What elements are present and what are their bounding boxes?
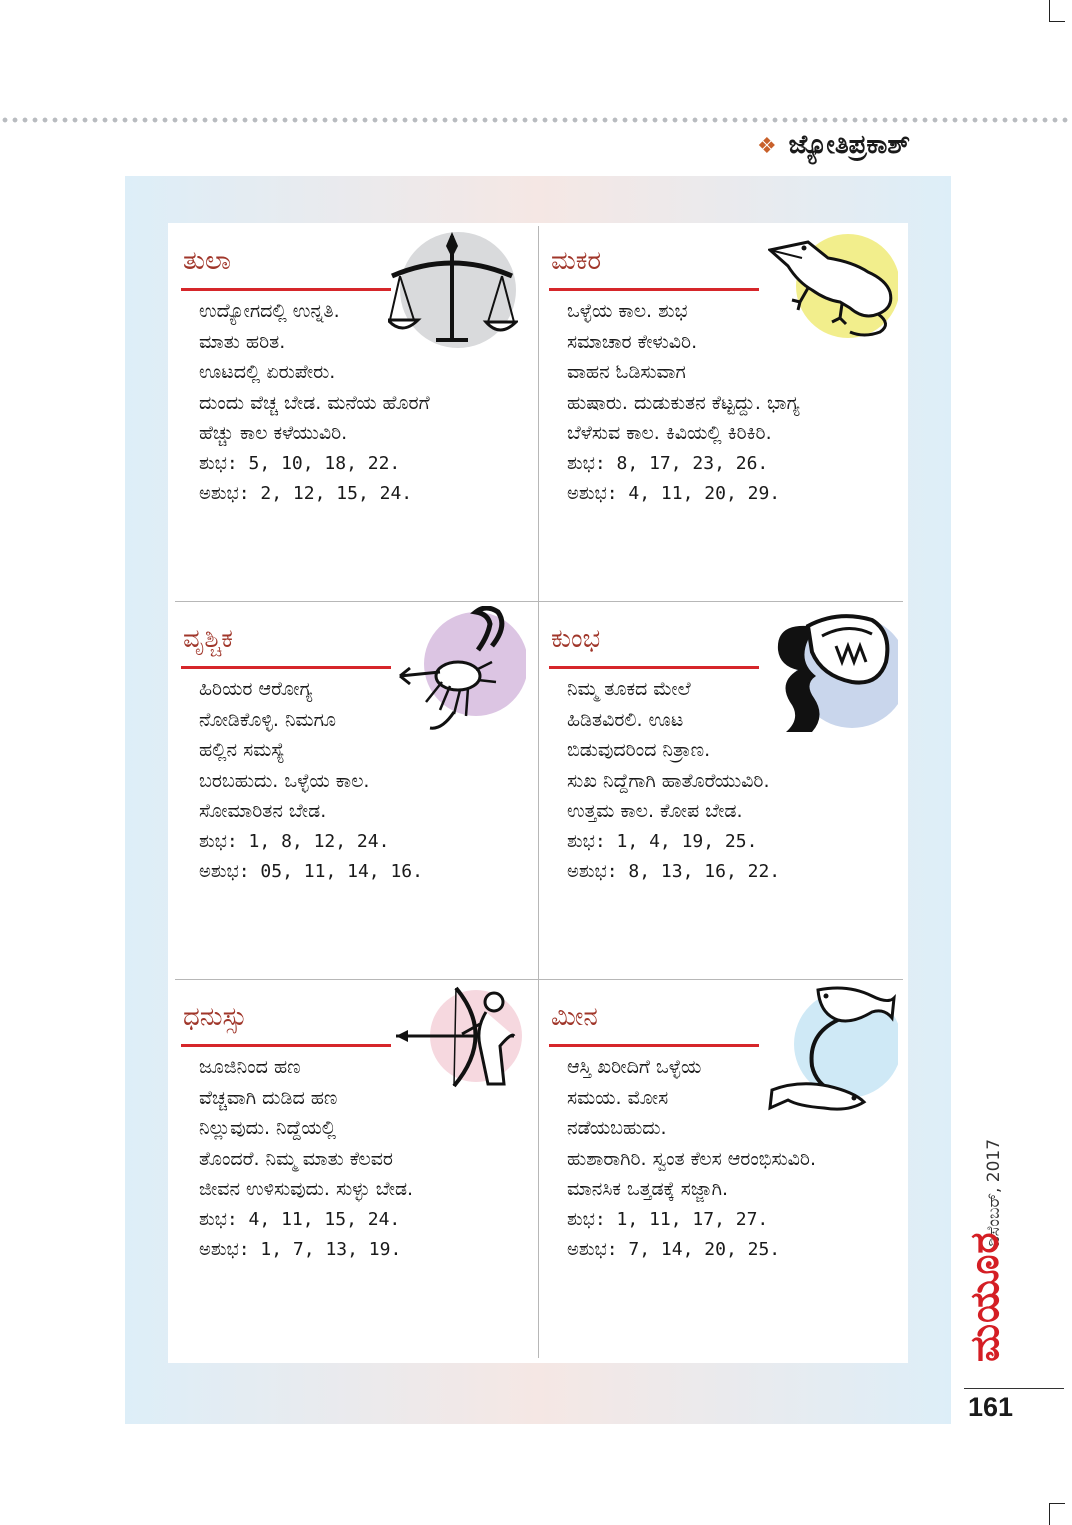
title-rule	[181, 288, 391, 291]
reading-line: ವಾಹನ ಓಡಿಸುವಾಗ	[567, 361, 686, 383]
reading-line: ನಿಮ್ಮ ತೂಕದ ಮೇಲೆ	[567, 678, 691, 700]
sign-title: ಮಕರ	[551, 246, 602, 276]
reading-line: ಜೀವನ ಉಳಿಸುವುದು. ಸುಳ್ಳು ಬೇಡ.	[199, 1178, 414, 1200]
reading-line: ಸೋಮಾರಿತನ ಬೇಡ.	[199, 800, 327, 822]
reading-line: ಹಲ್ಲಿನ ಸಮಸ್ಯೆ	[199, 739, 285, 761]
reading-line: ನಿಲ್ಲುವುದು. ನಿದ್ದೆಯಲ್ಲಿ	[199, 1117, 337, 1139]
sign-card-scorpio	[175, 606, 530, 966]
reading-line: ನೋಡಿಕೊಳ್ಳಿ. ನಿಮಗೂ	[199, 708, 336, 731]
reading-line: ಸುಖ ನಿದ್ದೆಗಾಗಿ ಹಾತೊರೆಯುವಿರಿ.	[567, 769, 770, 792]
diamond-bullet-icon: ❖	[756, 134, 777, 159]
section-title: ಜ್ಯೋತಿಪ್ರಕಾಶ್	[788, 130, 910, 160]
reading-line: ಆಸ್ತಿ ಖರೀದಿಗೆ ಒಳ್ಳೆಯ	[567, 1056, 702, 1078]
sign-title: ಕುಂಭ	[551, 624, 601, 654]
reading-line: ಹುಶಾರಾಗಿರಿ. ಸ್ವಂತ ಕೆಲಸ ಆರಂಭಿಸುವಿರಿ.	[567, 1147, 816, 1170]
reading-line: ದುಂದು ವೆಚ್ಚ ಬೇಡ. ಮನೆಯ ಹೊರಗೆ	[199, 391, 430, 414]
sign-title: ಧನುಸ್ಸು	[183, 1002, 248, 1032]
reading-line: ಸಮಯ. ಮೋಸ	[567, 1086, 669, 1109]
column-divider	[538, 226, 539, 1358]
crop-mark-top-h	[1049, 21, 1065, 22]
unlucky-dates: ಅಶುಭ: 2, 12, 15, 24.	[199, 483, 413, 504]
reading-line: ಜೂಜಿನಿಂದ ಹಣ	[199, 1056, 301, 1078]
reading-line: ಒಳ್ಳೆಯ ಕಾಲ. ಶುಭ	[567, 300, 688, 322]
page-number-rule	[964, 1388, 1064, 1389]
unlucky-dates: ಅಶುಭ: 7, 14, 20, 25.	[567, 1239, 781, 1260]
lucky-dates: ಶುಭ: 4, 11, 15, 24.	[199, 1208, 401, 1230]
sign-card-capricorn	[543, 228, 898, 588]
issue-date: ಡಿಸೆಂಬರ್, 2017	[984, 1138, 1004, 1247]
dotted-divider	[0, 117, 1072, 123]
lucky-dates: ಶುಭ: 1, 4, 19, 25.	[567, 830, 758, 852]
sign-title: ವೃಶ್ಚಿಕ	[183, 624, 233, 654]
reading-line: ಹುಷಾರು. ದುಡುಕುತನ ಕೆಟ್ಟದ್ದು. ಭಾಗ್ಯ	[567, 391, 800, 414]
reading-line: ನಡೆಯಬಹುದು.	[567, 1117, 667, 1139]
crop-mark-bottom	[1049, 1503, 1050, 1525]
title-rule	[181, 666, 391, 669]
section-heading	[757, 130, 910, 161]
row-divider-1	[175, 601, 903, 602]
sign-title: ಮೀನ	[551, 1002, 598, 1032]
unlucky-dates: ಅಶುಭ: 1, 7, 13, 19.	[199, 1239, 402, 1260]
reading-line: ಹಿರಿಯರ ಆರೋಗ್ಯ	[199, 678, 313, 700]
title-rule	[549, 288, 759, 291]
reading-line: ಬೆಳೆಸುವ ಕಾಲ. ಕಿವಿಯಲ್ಲಿ ಕಿರಿಕಿರಿ.	[567, 422, 772, 444]
sign-title: ತುಲಾ	[183, 246, 232, 276]
reading-line: ಊಟದಲ್ಲಿ ಏರುಪೇರು.	[199, 361, 336, 383]
lucky-dates: ಶುಭ: 1, 11, 17, 27.	[567, 1208, 769, 1230]
lucky-dates: ಶುಭ: 1, 8, 12, 24.	[199, 830, 390, 852]
reading-line: ಹೆಚ್ಚು ಕಾಲ ಕಳೆಯುವಿರಿ.	[199, 422, 348, 444]
sign-card-pisces	[543, 984, 898, 1344]
crop-mark-top	[1049, 0, 1050, 21]
reading-line: ಬರಬಹುದು. ಒಳ್ಳೆಯ ಕಾಲ.	[199, 769, 370, 792]
reading-line: ಮಾನಸಿಕ ಒತ್ತಡಕ್ಕೆ ಸಜ್ಜಾಗಿ.	[567, 1178, 729, 1200]
unlucky-dates: ಅಶುಭ: 05, 11, 14, 16.	[199, 861, 423, 882]
reading-line: ಉತ್ತಮ ಕಾಲ. ಕೋಪ ಬೇಡ.	[567, 800, 743, 822]
lucky-dates: ಶುಭ: 8, 17, 23, 26.	[567, 452, 769, 474]
reading-line: ತೊಂದರೆ. ನಿಮ್ಮ ಮಾತು ಕೆಲವರ	[199, 1147, 393, 1170]
reading-line: ಸಮಾಚಾರ ಕೇಳುವಿರಿ.	[567, 330, 698, 353]
reading-line: ಮಾತು ಹರಿತ.	[199, 330, 286, 353]
sign-card-aquarius	[543, 606, 898, 966]
reading-line: ಬಿಡುವುದರಿಂದ ನಿತ್ರಾಣ.	[567, 739, 711, 761]
row-divider-2	[175, 979, 903, 980]
magazine-logo: ಮಯೂರ	[962, 1231, 1008, 1362]
crop-mark-bottom-h	[1049, 1503, 1065, 1504]
unlucky-dates: ಅಶುಭ: 8, 13, 16, 22.	[567, 861, 781, 882]
lucky-dates: ಶುಭ: 5, 10, 18, 22.	[199, 452, 401, 474]
reading-line: ಉದ್ಯೋಗದಲ್ಲಿ ಉನ್ನತಿ.	[199, 300, 340, 322]
title-rule	[181, 1044, 391, 1047]
page-number: 161	[968, 1392, 1014, 1422]
title-rule	[549, 1044, 759, 1047]
title-rule	[549, 666, 759, 669]
unlucky-dates: ಅಶುಭ: 4, 11, 20, 29.	[567, 483, 781, 504]
sign-card-sagittarius	[175, 984, 530, 1344]
sign-card-libra	[175, 228, 530, 588]
reading-line: ವೆಚ್ಚವಾಗಿ ದುಡಿದ ಹಣ	[199, 1086, 338, 1109]
reading-line: ಹಿಡಿತವಿರಲಿ. ಊಟ	[567, 708, 684, 731]
